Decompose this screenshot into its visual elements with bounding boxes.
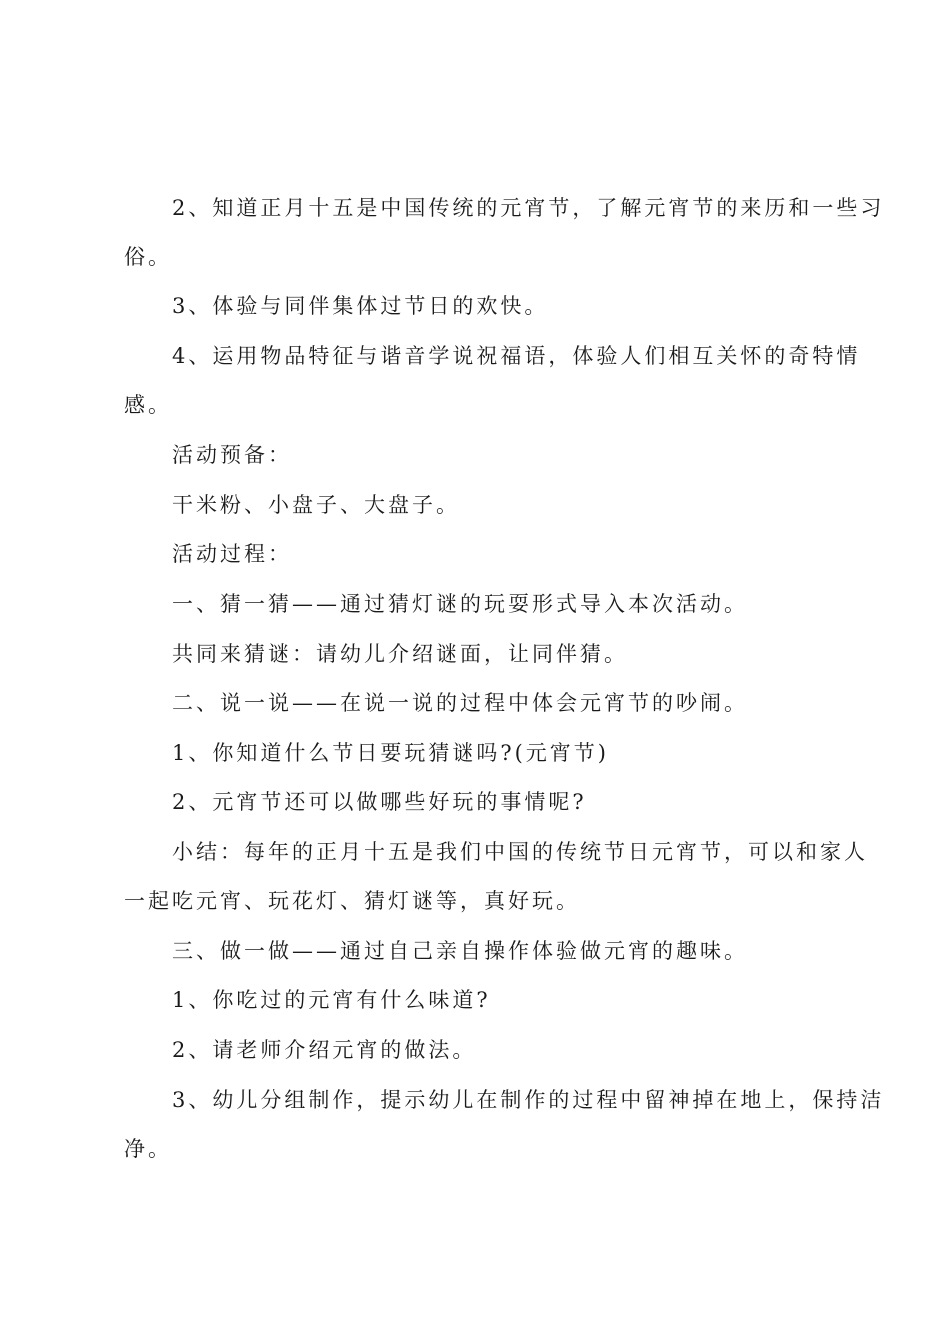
objective-4-line-1: 4、运用物品特征与谐音学说祝福语，体验人们相互关怀的奇特情 xyxy=(172,344,861,368)
step-3-item-3-line-1: 3、幼儿分组制作，提示幼儿在制作的过程中留神掉在地上，保持洁 xyxy=(172,1088,885,1112)
summary-line-2: 一起吃元宵、玩花灯、猜灯谜等，真好玩。 xyxy=(124,889,580,913)
preparation-materials: 干米粉、小盘子、大盘子。 xyxy=(172,493,460,517)
summary-line-1: 小结：每年的正月十五是我们中国的传统节日元宵节，可以和家人 xyxy=(172,840,868,864)
step-3-question-1: 1、你吃过的元宵有什么味道? xyxy=(172,988,491,1012)
section-heading-preparation: 活动预备： xyxy=(172,443,292,467)
step-2-question-1: 1、你知道什么节日要玩猜谜吗?(元宵节) xyxy=(172,741,610,765)
step-1-detail: 共同来猜谜：请幼儿介绍谜面，让同伴猜。 xyxy=(172,642,628,666)
section-heading-process: 活动过程： xyxy=(172,542,292,566)
objective-3: 3、体验与同伴集体过节日的欢快。 xyxy=(172,294,549,318)
step-3-item-3-line-2: 净。 xyxy=(124,1137,172,1161)
step-2-question-2: 2、元宵节还可以做哪些好玩的事情呢? xyxy=(172,790,587,814)
step-1-heading: 一、猜一猜——通过猜灯谜的玩耍形式导入本次活动。 xyxy=(172,592,748,616)
objective-4-line-2: 感。 xyxy=(124,393,172,417)
step-3-question-2: 2、请老师介绍元宵的做法。 xyxy=(172,1038,477,1062)
step-3-heading: 三、做一做——通过自己亲自操作体验做元宵的趣味。 xyxy=(172,939,748,963)
step-2-heading: 二、说一说——在说一说的过程中体会元宵节的吵闹。 xyxy=(172,691,748,715)
objective-2-line-2: 俗。 xyxy=(124,245,172,269)
objective-2-line-1: 2、知道正月十五是中国传统的元宵节，了解元宵节的来历和一些习 xyxy=(172,196,885,220)
